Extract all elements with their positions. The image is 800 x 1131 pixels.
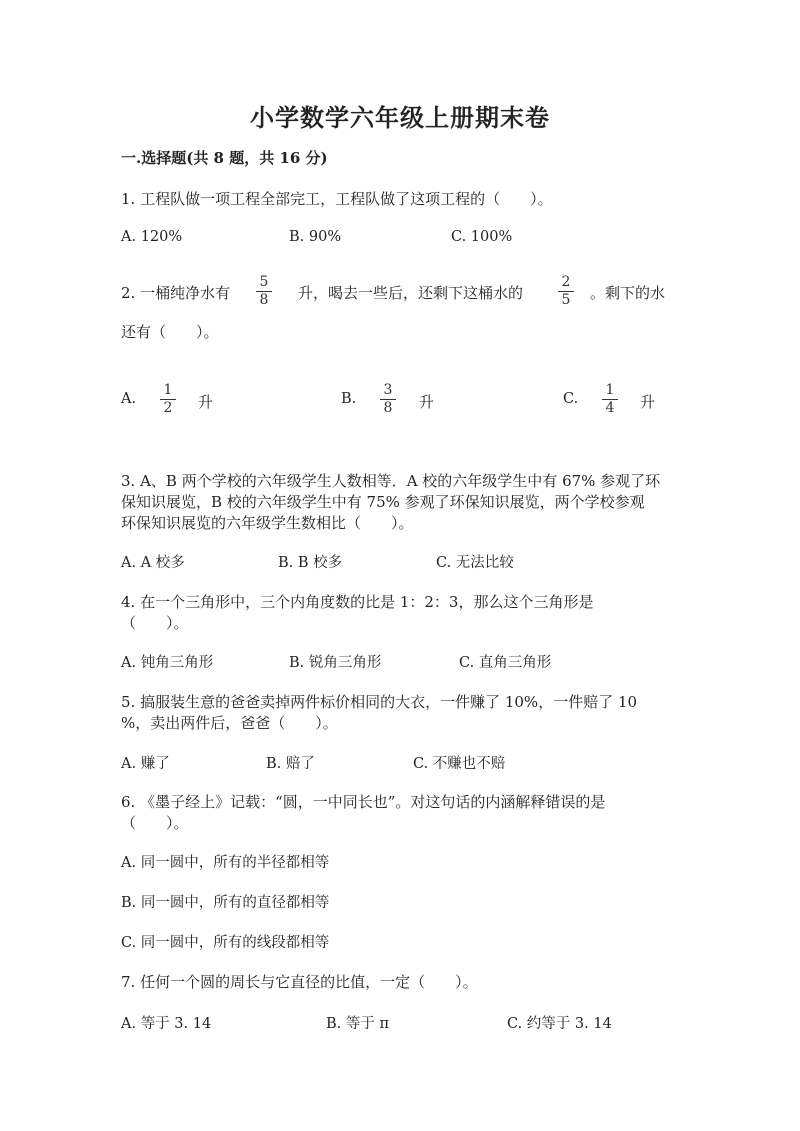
unit-liter: 升 <box>419 393 435 411</box>
fraction-numerator: 5 <box>259 274 269 290</box>
question-6-stem-line1: 6. 《墨子经上》记载：“圆，一中同长也”。对这句话的内涵解释错误的是 <box>121 793 606 811</box>
fraction-denominator: 4 <box>605 400 615 416</box>
question-5-option-a[interactable]: A. 赚了 <box>121 756 170 772</box>
question-2-stem-part3: 。剩下的水 <box>590 284 666 302</box>
fraction-one-half <box>160 383 176 416</box>
fraction-numerator: 1 <box>163 382 173 398</box>
question-3-stem-line1: 3. A、B 两个学校的六年级学生人数相等．A 校的六年级学生中有 67% 参观了环 <box>121 472 661 490</box>
fraction-two-fifths <box>558 275 574 308</box>
question-4-option-c[interactable]: C. 直角三角形 <box>459 655 552 671</box>
question-3-stem-line2: 保知识展览，B 校的六年级学生中有 75% 参观了环保知识展览，两个学校参观 <box>121 493 645 511</box>
question-1-option-b[interactable]: B. 90% <box>289 229 342 245</box>
question-2-stem-part1: 2. 一桶纯净水有 <box>121 284 231 302</box>
question-1-option-a[interactable]: A. 120% <box>121 229 183 245</box>
fraction-denominator: 5 <box>561 292 571 308</box>
page-title: 小学数学六年级上册期末卷 <box>250 103 550 132</box>
question-5-option-c[interactable]: C. 不赚也不赔 <box>413 756 506 772</box>
question-1-stem: 1. 工程队做一项工程全部完工，工程队做了这项工程的（ ）。 <box>121 190 553 208</box>
fraction-numerator: 3 <box>383 382 393 398</box>
question-2-option-b[interactable]: B. <box>341 391 357 407</box>
question-3-stem-line3: 环保知识展览的六年级学生数相比（ ）。 <box>121 514 414 532</box>
fraction-denominator: 8 <box>383 400 393 416</box>
fraction-numerator: 2 <box>561 274 571 290</box>
question-5-stem-line1: 5. 搞服装生意的爸爸卖掉两件标价相同的大衣，一件赚了 10%，一件赔了 10 <box>121 693 638 711</box>
unit-liter: 升 <box>640 393 656 411</box>
fraction-one-quarter <box>602 383 618 416</box>
question-6-option-c[interactable]: C. 同一圆中，所有的线段都相等 <box>121 935 330 951</box>
question-5-option-b[interactable]: B. 赔了 <box>266 756 315 772</box>
question-6-option-a[interactable]: A. 同一圆中，所有的半径都相等 <box>121 855 330 871</box>
unit-liter: 升 <box>198 393 214 411</box>
question-6-option-b[interactable]: B. 同一圆中，所有的直径都相等 <box>121 895 330 911</box>
section-heading: 一.选择题(共 8 题，共 16 分) <box>121 149 328 167</box>
question-7-option-c[interactable]: C. 约等于 3. 14 <box>507 1016 612 1032</box>
question-7-option-a[interactable]: A. 等于 3. 14 <box>121 1016 212 1032</box>
fraction-denominator: 2 <box>163 400 173 416</box>
question-4-stem-line2: （ ）。 <box>121 614 189 632</box>
fraction-denominator: 8 <box>259 292 269 308</box>
question-3-option-b[interactable]: B. B 校多 <box>278 555 343 571</box>
question-7-option-b[interactable]: B. 等于 π <box>326 1016 390 1032</box>
fraction-three-eighths <box>380 383 396 416</box>
question-4-option-b[interactable]: B. 锐角三角形 <box>289 655 382 671</box>
question-1-option-c[interactable]: C. 100% <box>451 229 513 245</box>
question-2-stem-line2: 还有（ ）。 <box>121 323 219 341</box>
question-3-option-c[interactable]: C. 无法比较 <box>436 555 514 571</box>
question-4-option-a[interactable]: A. 钝角三角形 <box>121 655 214 671</box>
question-3-option-a[interactable]: A. A 校多 <box>121 555 185 571</box>
fraction-numerator: 1 <box>605 382 615 398</box>
question-2-option-c[interactable]: C. <box>563 391 579 407</box>
question-6-stem-line2: （ ）。 <box>121 814 189 832</box>
fraction-five-eighths <box>256 275 272 308</box>
question-2-option-a[interactable]: A. <box>121 391 137 407</box>
question-2-stem-part2: 升，喝去一些后，还剩下这桶水的 <box>298 284 524 302</box>
question-5-stem-line2: %，卖出两件后，爸爸（ ）。 <box>121 714 338 732</box>
question-4-stem-line1: 4. 在一个三角形中，三个内角度数的比是 1：2：3，那么这个三角形是 <box>121 593 594 611</box>
question-7-stem: 7. 任何一个圆的周长与它直径的比值，一定（ ）。 <box>121 973 478 991</box>
